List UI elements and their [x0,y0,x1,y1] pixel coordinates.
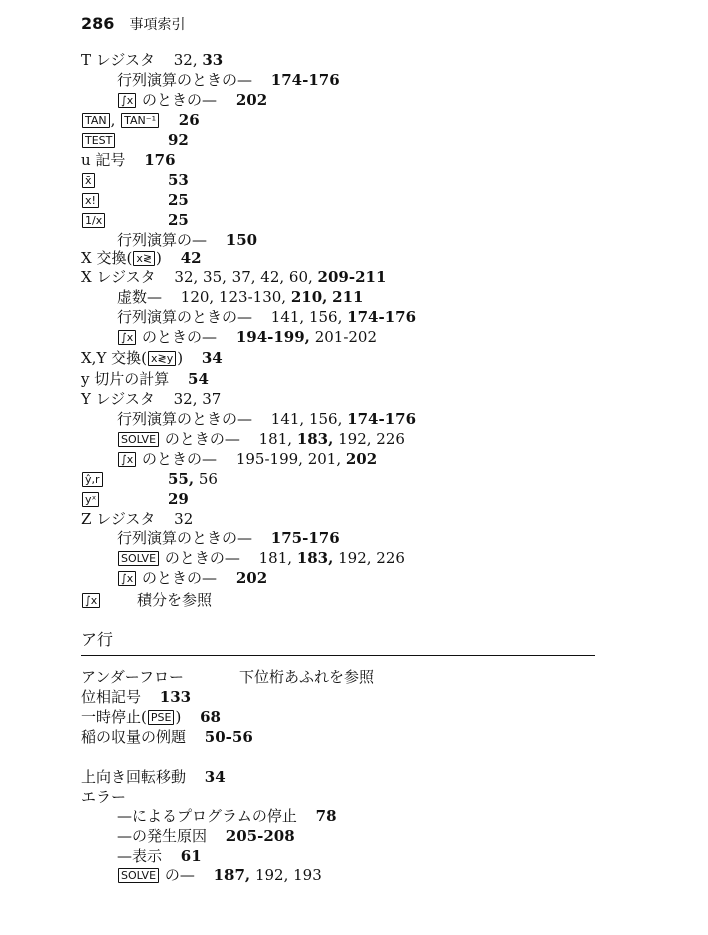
index-entry [81,727,253,747]
integral-key-icon: ∫x [118,571,136,586]
index-subentry [117,307,416,327]
section-heading: ア行 [81,630,114,649]
entry-term: 一時停止( [81,708,147,726]
entry-term: のときの— [142,328,218,346]
integral-key-icon: ∫x [118,93,136,108]
entry-pages-bold: 175-176 [270,529,340,547]
entry-pages-bold: 133 [159,688,192,706]
entry-term: u 記号 [81,151,126,169]
index-entry [81,389,221,409]
index-entry [81,369,209,389]
integral-key-icon: ∫x [118,452,136,467]
reciprocal-key-icon: 1/x [82,213,105,228]
entry-term: のときの— [142,569,218,587]
pse-key-icon: PSE [148,710,175,725]
entry-pages: 32, [173,51,198,69]
xbar-key-icon: x̄ [82,173,95,188]
entry-term: X 交換( [81,249,133,267]
entry-term: —の発生原因 [117,827,208,845]
index-entry: TAN , TAN⁻¹ 26 [81,110,200,130]
entry-pages-bold: 176 [144,151,176,169]
entry-pages: 201-202 [314,328,378,346]
index-subentry [117,806,337,826]
index-entry [81,348,223,368]
entry-pages: 195-199, 201, [235,450,342,468]
x-exchange-key-icon: x≷ [133,251,155,266]
entry-term: 行列演算のときの— [117,529,253,547]
entry-pages-bold: 33 [202,51,224,69]
entry-pages: 32, 37 [173,390,222,408]
index-subentry [117,865,322,885]
entry-pages-bold: 150 [225,231,258,249]
index-subentry [117,528,340,548]
entry-term: エラー [81,788,127,806]
page-number: 286 [81,14,115,33]
entry-term: 稲の収量の例題 [81,728,187,746]
entry-pages-bold: 25 [168,191,189,209]
entry-pages-bold: 183, [296,430,334,448]
index-subentry [117,826,295,846]
index-entry [81,210,189,230]
entry-pages-bold: 92 [168,131,189,149]
power-key-icon: yˣ [82,492,99,507]
entry-pages-bold: 210, [290,288,328,306]
solve-key-icon: SOLVE [118,868,159,883]
xy-exchange-key-icon: x≷y [148,351,176,366]
index-entry [81,469,218,489]
entry-pages: 192, 226 [338,549,405,567]
entry-pages: 120, 123-130, [180,288,287,306]
page-header [81,14,186,34]
entry-pages-bold: 68 [200,708,221,726]
index-entry [81,267,386,287]
index-entry [81,687,191,707]
index-subentry [117,449,377,469]
factorial-key-icon: x! [82,193,99,208]
entry-term: 行列演算の— [117,231,208,249]
index-entry [81,590,213,610]
index-subentry [117,429,405,449]
entry-term: X,Y 交換( [81,349,147,367]
entry-term-close: ) [156,249,162,267]
atan-key-icon: TAN⁻¹ [121,113,159,128]
entry-pages-bold: 25 [168,211,189,229]
index-entry [81,707,221,727]
index-entry [81,767,226,787]
entry-pages: 192, 226 [338,430,405,448]
entry-term: のときの— [164,549,240,567]
entry-pages: 32, 35, 37, 42, 60, [174,268,313,286]
entry-pages-bold: 34 [204,768,226,786]
page-title: 事項索引 [129,17,186,33]
entry-see-reference: 積分を参照 [137,591,213,609]
entry-pages-bold: 202 [235,569,268,587]
entry-pages-bold: 194-199, [235,328,310,346]
index-entry [81,489,189,509]
entry-term: 行列演算のときの— [117,410,253,428]
integral-key-icon: ∫x [82,593,100,608]
index-entry [81,787,126,807]
tan-key-icon: TAN [82,113,110,128]
index-subentry [117,230,257,250]
entry-pages-bold: 55, [168,470,195,488]
entry-pages-bold: 29 [168,490,189,508]
entry-pages-bold: 211 [332,288,364,306]
entry-pages: 192, 193 [254,866,322,884]
index-subentry [117,287,363,307]
index-entry [81,248,202,268]
yr-key-icon: ŷ,r [82,472,103,487]
entry-term: X レジスタ [81,268,156,286]
entry-pages-bold: 174-176 [347,410,417,428]
entry-pages-bold: 78 [315,807,337,825]
entry-pages-bold: 34 [201,349,223,367]
solve-key-icon: SOLVE [118,551,159,566]
entry-pages-bold: 61 [180,847,202,865]
entry-term: の— [164,866,195,884]
entry-term: Y レジスタ [81,390,155,408]
entry-pages-bold: 209-211 [317,268,387,286]
entry-pages-bold: 42 [180,249,202,267]
entry-pages-bold: 54 [188,370,209,388]
entry-term: 位相記号 [81,688,142,706]
entry-pages: 181, [258,549,293,567]
entry-pages: 32 [174,510,194,528]
index-subentry [117,548,405,568]
index-entry [81,170,189,190]
entry-pages: 141, 156, [270,410,343,428]
entry-pages-bold: 26 [178,111,200,129]
index-subentry [117,846,202,866]
solve-key-icon: SOLVE [118,432,159,447]
entry-term: のときの— [164,430,240,448]
index-entry [81,50,223,70]
entry-term: 行列演算のときの— [117,71,253,89]
entry-pages: 181, [258,430,293,448]
integral-key-icon: ∫x [118,330,136,345]
entry-pages-bold: 202 [345,450,378,468]
entry-term: —表示 [117,847,163,865]
entry-pages-bold: 50-56 [204,728,253,746]
entry-term: アンダーフロー [81,668,185,686]
entry-term: 行列演算のときの— [117,308,253,326]
index-subentry [117,327,377,347]
entry-pages-group [168,469,218,489]
entry-pages-bold: 53 [168,171,189,189]
entry-term: Z レジスタ [81,510,156,528]
entry-pages-bold: 202 [235,91,268,109]
index-subentry [117,90,267,110]
entry-term: y 切片の計算 [81,370,170,388]
entry-term: 上向き回転移動 [81,768,187,786]
index-subentry [117,568,267,588]
entry-pages-bold: 187, [213,866,251,884]
entry-term-close: ) [177,349,184,367]
entry-see-reference: 下位桁あふれを参照 [239,668,375,686]
entry-pages: 56 [198,470,218,488]
entry-term: のときの— [142,450,218,468]
section-divider [81,655,595,656]
index-subentry [117,70,340,90]
entry-pages-bold: 205-208 [225,827,295,845]
entry-pages-bold: 174-176 [270,71,340,89]
entry-term: のときの— [142,91,218,109]
entry-pages-bold: 183, [296,549,334,567]
index-entry [81,509,193,529]
entry-term: —によるプログラムの停止 [117,807,297,825]
index-subentry [117,409,416,429]
test-key-icon: TEST [82,133,115,148]
index-entry [81,130,189,150]
index-entry [81,150,176,170]
entry-term-close: ) [175,708,182,726]
index-entry [81,667,375,687]
entry-term: T レジスタ [81,51,155,69]
entry-term: 虚数— [117,288,163,306]
index-entry [81,190,189,210]
entry-pages-bold: 174-176 [347,308,417,326]
entry-pages: 141, 156, [270,308,343,326]
